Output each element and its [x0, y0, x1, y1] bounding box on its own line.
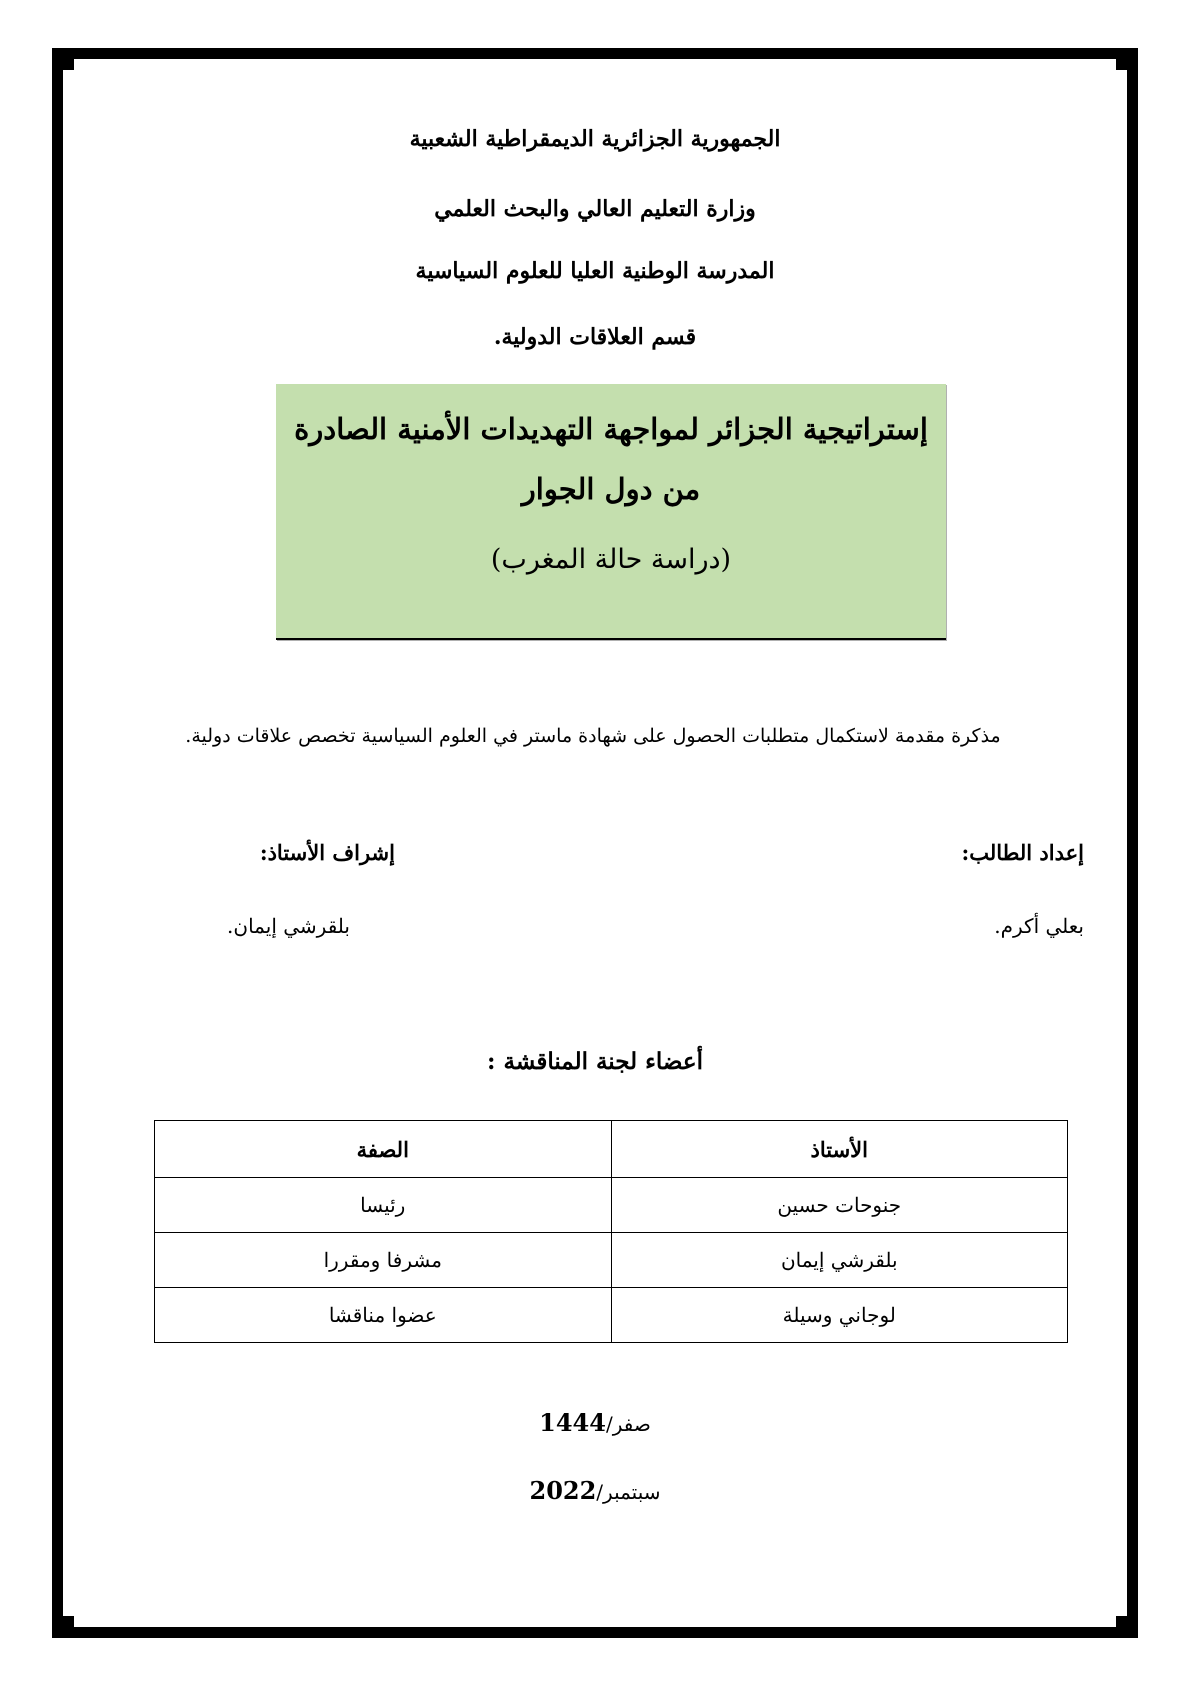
gregorian-date	[0, 1476, 1190, 1505]
header-school: المدرسة الوطنية العليا للعلوم السياسية	[415, 258, 775, 284]
thesis-subtitle: (دراسة حالة المغرب)	[490, 544, 732, 575]
thesis-title-line-1: إستراتيجية الجزائر لمواجهة التهديدات الأمنية الصادرة	[294, 412, 928, 446]
header-republic: الجمهورية الجزائرية الديمقراطية الشعبية	[409, 126, 781, 152]
memo-description: مذكرة مقدمة لاستكمال متطلبات الحصول على شهادة ماستر في العلوم السياسية تخصص علاقات دولية.	[185, 725, 1001, 747]
frame-corner-bottom-right	[1116, 1616, 1138, 1638]
committee-header-row	[155, 1121, 1068, 1178]
gregorian-month: سبتمبر/	[596, 1480, 661, 1504]
column-header-professor: الأستاذ	[611, 1121, 1068, 1178]
frame-corner-bottom-left	[52, 1616, 74, 1638]
professor-name-cell: بلقرشي إيمان	[611, 1233, 1068, 1288]
thesis-title-box	[276, 384, 946, 640]
professor-name-cell: جنوحات حسين	[611, 1178, 1068, 1233]
table-row	[155, 1178, 1068, 1233]
hijri-month: صفر/	[605, 1412, 651, 1436]
table-row	[155, 1288, 1068, 1343]
student-name: بعلي أكرم.	[994, 914, 1084, 938]
professor-name-cell: لوجاني وسيلة	[611, 1288, 1068, 1343]
committee-title: أعضاء لجنة المناقشة :	[486, 1048, 703, 1075]
supervisor-name: بلقرشي إيمان.	[227, 914, 350, 938]
hijri-date	[0, 1408, 1190, 1437]
role-cell: رئيسا	[155, 1178, 612, 1233]
role-cell: مشرفا ومقررا	[155, 1233, 612, 1288]
committee-table	[154, 1120, 1068, 1343]
header-department: قسم العلاقات الدولية.	[493, 324, 697, 350]
header-ministry: وزارة التعليم العالي والبحث العلمي	[434, 196, 756, 222]
supervised-by-label: إشراف الأستاذ:	[259, 840, 395, 865]
frame-corner-top-right	[1116, 48, 1138, 70]
gregorian-year: 2022	[529, 1476, 597, 1505]
frame-corner-top-left	[52, 48, 74, 70]
prepared-by-label: إعداد الطالب:	[961, 840, 1084, 865]
table-row	[155, 1233, 1068, 1288]
role-cell: عضوا مناقشا	[155, 1288, 612, 1343]
thesis-title-line-2: من دول الجوار	[521, 472, 701, 506]
hijri-year: 1444	[539, 1408, 606, 1437]
column-header-role: الصفة	[155, 1121, 612, 1178]
